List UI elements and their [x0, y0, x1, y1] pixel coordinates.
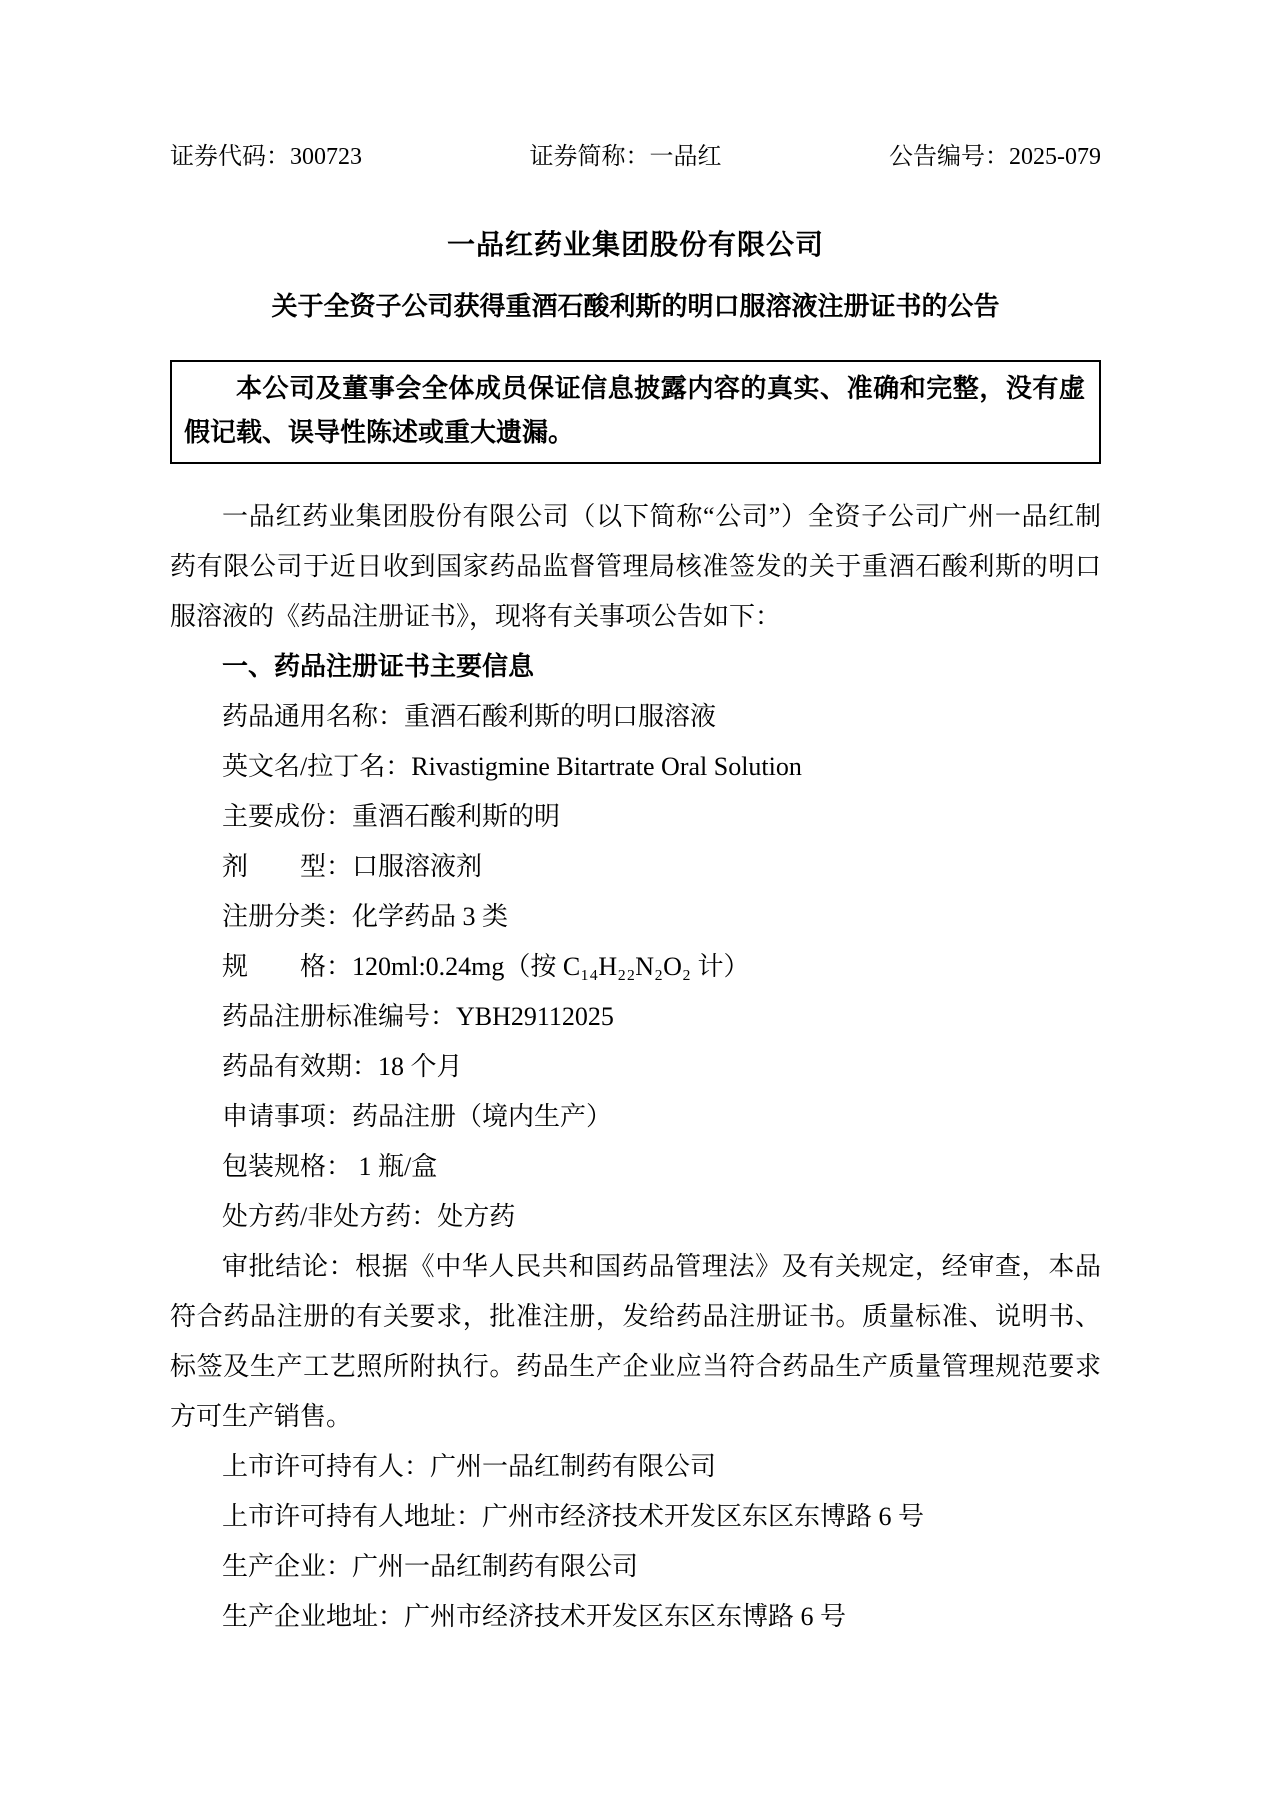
stock-name-label: 证券简称：一品红 — [529, 144, 722, 170]
announcement-number-label: 公告编号：2025-079 — [889, 144, 1101, 170]
disclaimer-text: 本公司及董事会全体成员保证信息披露内容的真实、准确和完整，没有虚假记载、误导性陈述或重大遗漏。 — [184, 374, 1085, 447]
english-name-line: 英文名/拉丁名：Rivastigmine Bitartrate Oral Solution — [222, 752, 802, 781]
registration-class-line: 注册分类：化学药品 3 类 — [222, 902, 509, 931]
disclaimer-box — [170, 360, 1101, 464]
license-holder-line: 上市许可持有人：广州一品红制药有限公司 — [222, 1452, 717, 1481]
document-body — [170, 492, 1101, 1642]
registration-standard-number-line: 药品注册标准编号：YBH29112025 — [222, 1002, 614, 1031]
drug-generic-name-line: 药品通用名称：重酒石酸利斯的明口服溶液 — [222, 702, 717, 731]
stock-code-label: 证券代码：300723 — [170, 144, 362, 170]
dosage-form-line: 剂 型：口服溶液剂 — [222, 852, 483, 881]
validity-period-line: 药品有效期：18 个月 — [222, 1052, 463, 1081]
manufacturer-line: 生产企业：广州一品红制药有限公司 — [222, 1552, 639, 1581]
announcement-subject-title: 关于全资子公司获得重酒石酸利斯的明口服溶液注册证书的公告 — [271, 292, 1000, 321]
license-holder-address-line: 上市许可持有人地址：广州市经济技术开发区东区东博路 6 号 — [222, 1502, 925, 1531]
application-item-line: 申请事项：药品注册（境内生产） — [222, 1102, 613, 1131]
intro-paragraph: 一品红药业集团股份有限公司（以下简称“公司”）全资子公司广州一品红制药有限公司于近日收到国家药品监督管理局核准签发的关于重酒石酸利斯的明口服溶液的《药品注册证书》，现将有关事项公告如下： — [170, 502, 1101, 631]
manufacturer-address-line: 生产企业地址：广州市经济技术开发区东区东博路 6 号 — [222, 1602, 847, 1631]
specification-line: 规 格：120ml:0.24mg（按 C₁₄H₂₂N₂O₂ 计） — [222, 952, 750, 981]
document-header — [170, 140, 1101, 174]
section1-heading: 一、药品注册证书主要信息 — [222, 652, 535, 681]
package-spec-line: 包装规格： 1 瓶/盒 — [222, 1152, 438, 1181]
prescription-type-line: 处方药/非处方药：处方药 — [222, 1202, 516, 1231]
company-name-title: 一品红药业集团股份有限公司 — [446, 230, 824, 261]
approval-conclusion-paragraph: 审批结论：根据《中华人民共和国药品管理法》及有关规定，经审查，本品符合药品注册的有关要求，批准注册，发给药品注册证书。质量标准、说明书、标签及生产工艺照所附执行。药品生产企业应当符合药品生产质量管理规范要求方可生产销售。 — [170, 1252, 1101, 1431]
main-ingredient-line: 主要成份：重酒石酸利斯的明 — [222, 802, 561, 831]
